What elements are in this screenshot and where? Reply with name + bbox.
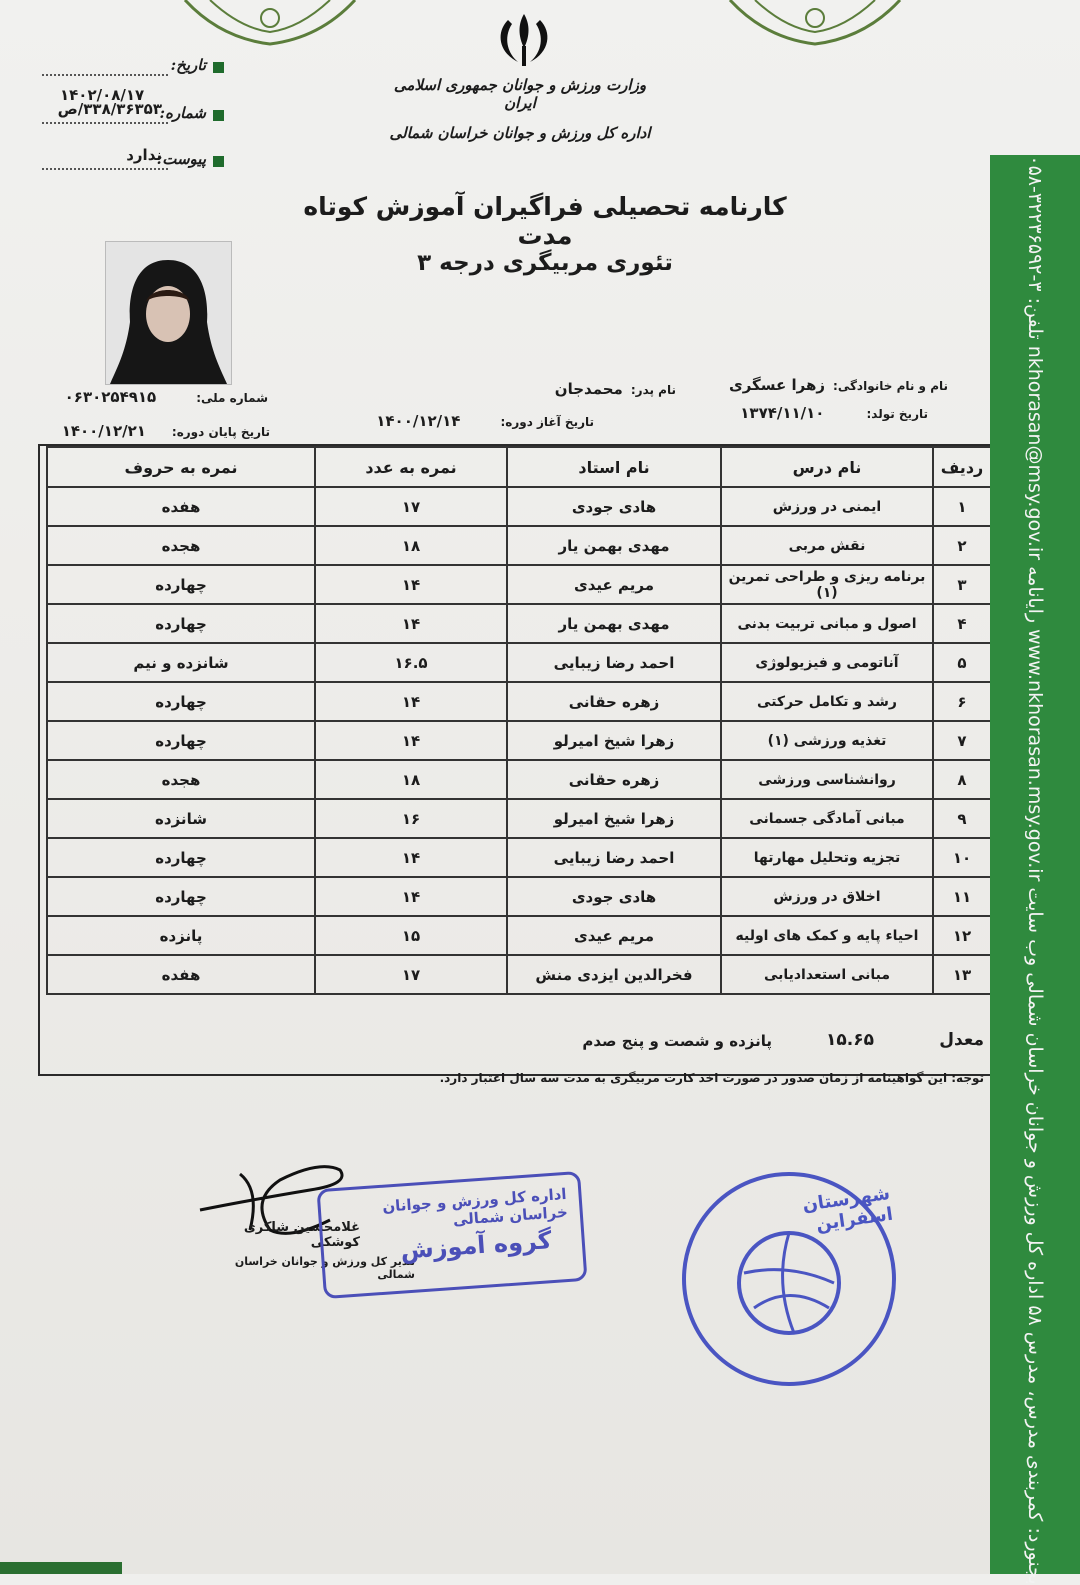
grade-number-cell: ۱۸ xyxy=(315,526,507,565)
grades-box xyxy=(38,444,996,1076)
teacher-cell: زهرا شیخ امیرلو xyxy=(507,721,721,760)
average-label: معدل xyxy=(939,1030,984,1050)
row-number-cell: ۸ xyxy=(933,760,991,799)
grades-table xyxy=(46,446,992,995)
table-body xyxy=(47,487,991,994)
grade-number-cell: ۱۴ xyxy=(315,877,507,916)
iran-emblem-icon xyxy=(492,10,556,70)
ornament-left xyxy=(180,0,360,52)
table-row xyxy=(47,565,991,604)
teacher-cell: هادی جودی xyxy=(507,487,721,526)
national-id-field xyxy=(65,388,268,406)
average-words: پانزده و شصت و پنج صدم xyxy=(582,1032,772,1050)
number-value: ۳۳۸/۳۶۳۵۳/ص xyxy=(57,100,162,118)
row-number-cell: ۱ xyxy=(933,487,991,526)
side-contact-text: بجنورد: کمربندی مدرس، مدرس ۵۸ اداره کل ورزش و جوانان خراسان شمالی وب سایت www.nkhorasan.msy.gov.ir رایانامه nkhorasan@msy.gov.ir تلفن: ۳-۳۲۲۳۶۵۹۲-۰۵۸ xyxy=(1024,155,1046,1585)
teacher-cell: احمد رضا زیبایی xyxy=(507,838,721,877)
row-number-cell: ۶ xyxy=(933,682,991,721)
ornament-right xyxy=(725,0,905,52)
birth-date-field xyxy=(740,404,928,422)
header-grade-number: نمره به عدد xyxy=(315,447,507,487)
course-cell: احیاء پایه و کمک های اولیه xyxy=(721,916,933,955)
grade-number-cell: ۱۴ xyxy=(315,838,507,877)
course-cell: اصول و مبانی تربیت بدنی xyxy=(721,604,933,643)
row-number-cell: ۱۱ xyxy=(933,877,991,916)
course-cell: روانشناسی ورزشی xyxy=(721,760,933,799)
table-row xyxy=(47,955,991,994)
grade-words-cell: شانزده xyxy=(47,799,315,838)
grade-number-cell: ۱۴ xyxy=(315,721,507,760)
course-cell: تغذیه ورزشی (۱) xyxy=(721,721,933,760)
student-name: زهرا عسگری xyxy=(728,376,826,394)
teacher-cell: زهره حقانی xyxy=(507,760,721,799)
grade-number-cell: ۱۶ xyxy=(315,799,507,838)
student-name-label: نام و نام خانوادگی: xyxy=(833,379,948,393)
bottom-strip xyxy=(0,1562,122,1574)
teacher-cell: مهدی بهمن یار xyxy=(507,604,721,643)
dotted-line xyxy=(42,122,168,124)
row-number-cell: ۷ xyxy=(933,721,991,760)
table-row xyxy=(47,838,991,877)
bullet-square-icon xyxy=(213,110,224,121)
table-row xyxy=(47,799,991,838)
attachment-value: ندارد xyxy=(126,146,162,164)
row-number-cell: ۳ xyxy=(933,565,991,604)
ministry-name: وزارت ورزش و جوانان جمهوری اسلامی ایران xyxy=(393,76,647,112)
teacher-cell: زهره حقانی xyxy=(507,682,721,721)
teacher-cell: فخرالدین ایزدی منش xyxy=(507,955,721,994)
course-cell: تجزیه وتحلیل مهارتها xyxy=(721,838,933,877)
department-stamp: اداره کل ورزش و جوانان خراسان شمالی گروه آموزش xyxy=(316,1171,587,1299)
birth-date: ۱۳۷۴/۱۱/۱۰ xyxy=(740,404,825,422)
page-subtitle: تئوری مربیگری درجه ۳ xyxy=(417,250,673,276)
volleyball-icon xyxy=(734,1228,844,1338)
course-cell: اخلاق در ورزش xyxy=(721,877,933,916)
average-value: ۱۵.۶۵ xyxy=(826,1030,874,1050)
date-value: ۱۴۰۲/۰۸/۱۷ xyxy=(60,86,145,104)
table-header-row xyxy=(47,447,991,487)
student-name-field xyxy=(729,376,948,394)
start-date-label: تاریخ آغاز دوره: xyxy=(500,415,594,429)
table-row xyxy=(47,760,991,799)
table-row xyxy=(47,487,991,526)
student-photo xyxy=(105,241,232,385)
grade-words-cell: چهارده xyxy=(47,604,315,643)
page-title: کارنامه تحصیلی فراگیران آموزش کوتاه مدت xyxy=(303,192,787,250)
teacher-cell: احمد رضا زیبایی xyxy=(507,643,721,682)
grade-number-cell: ۱۴ xyxy=(315,565,507,604)
start-date: ۱۴۰۰/۱۲/۱۴ xyxy=(376,412,461,430)
teacher-cell: مریم عیدی xyxy=(507,916,721,955)
grade-number-cell: ۱۶.۵ xyxy=(315,643,507,682)
header-course: نام درس xyxy=(721,447,933,487)
table-row xyxy=(47,643,991,682)
average-row xyxy=(46,1018,992,1064)
end-date-label: تاریخ پایان دوره: xyxy=(171,425,270,439)
course-cell: مبانی آمادگی جسمانی xyxy=(721,799,933,838)
grade-number-cell: ۱۸ xyxy=(315,760,507,799)
grade-words-cell: چهارده xyxy=(47,721,315,760)
city-seal: شهرستان اسفراین xyxy=(682,1172,896,1386)
bullet-square-icon xyxy=(213,62,224,73)
grade-words-cell: شانزده و نیم xyxy=(47,643,315,682)
teacher-cell: مهدی بهمن یار xyxy=(507,526,721,565)
father-name: محمدجان xyxy=(554,380,623,398)
grade-words-cell: هفده xyxy=(47,487,315,526)
teacher-cell: هادی جودی xyxy=(507,877,721,916)
row-number-cell: ۴ xyxy=(933,604,991,643)
course-cell: نقش مربی xyxy=(721,526,933,565)
signer-name: غلامحسین شاکری کوشکی xyxy=(243,1220,360,1250)
row-number-cell: ۲ xyxy=(933,526,991,565)
national-id: ۰۶۳۰۲۵۴۹۱۵ xyxy=(64,388,157,406)
course-cell: ایمنی در ورزش xyxy=(721,487,933,526)
date-field xyxy=(40,56,230,80)
grade-number-cell: ۱۷ xyxy=(315,487,507,526)
table-row xyxy=(47,682,991,721)
father-name-field xyxy=(555,380,676,398)
row-number-cell: ۱۳ xyxy=(933,955,991,994)
grade-words-cell: چهارده xyxy=(47,877,315,916)
grade-words-cell: چهارده xyxy=(47,838,315,877)
department-name: اداره کل ورزش و جوانان خراسان شمالی xyxy=(389,124,651,142)
header-row-number: ردیف xyxy=(933,447,991,487)
grade-words-cell: هجده xyxy=(47,760,315,799)
row-number-cell: ۱۲ xyxy=(933,916,991,955)
dotted-line xyxy=(42,168,168,170)
course-cell: مبانی استعدادیابی xyxy=(721,955,933,994)
end-date-field xyxy=(62,422,270,440)
grade-words-cell: هجده xyxy=(47,526,315,565)
course-cell: برنامه ریزی و طراحی تمرین (۱) xyxy=(721,565,933,604)
grade-words-cell: چهارده xyxy=(47,682,315,721)
course-cell: رشد و تکامل حرکتی xyxy=(721,682,933,721)
row-number-cell: ۱۰ xyxy=(933,838,991,877)
number-field xyxy=(40,100,230,128)
table-row xyxy=(47,877,991,916)
bullet-square-icon xyxy=(213,156,224,167)
grade-words-cell: پانزده xyxy=(47,916,315,955)
signer-title: مدیر کل ورزش و جوانان خراسان شمالی xyxy=(234,1255,415,1281)
father-name-label: نام پدر: xyxy=(630,383,676,397)
table-row xyxy=(47,916,991,955)
dotted-line xyxy=(42,74,168,76)
birth-date-label: تاریخ تولد: xyxy=(866,407,928,421)
number-label: شماره: xyxy=(159,104,206,122)
grade-words-cell: هفده xyxy=(47,955,315,994)
validity-note: توجه: این گواهینامه از زمان صدور در صورت اخذ کارت مربیگری به مدت سه سال اعتبار دارد. xyxy=(439,1071,984,1085)
row-number-cell: ۹ xyxy=(933,799,991,838)
attachment-field xyxy=(40,146,230,174)
header-grade-words: نمره به حروف xyxy=(47,447,315,487)
date-label: تاریخ: xyxy=(170,56,206,74)
header-teacher: نام استاد xyxy=(507,447,721,487)
table-row xyxy=(47,721,991,760)
national-id-label: شماره ملی: xyxy=(196,391,268,405)
grade-number-cell: ۱۴ xyxy=(315,604,507,643)
table-row xyxy=(47,604,991,643)
start-date-field xyxy=(376,412,594,430)
grade-number-cell: ۱۵ xyxy=(315,916,507,955)
table-row xyxy=(47,526,991,565)
grade-number-cell: ۱۴ xyxy=(315,682,507,721)
teacher-cell: زهرا شیخ امیرلو xyxy=(507,799,721,838)
end-date: ۱۴۰۰/۱۲/۲۱ xyxy=(61,422,146,440)
attachment-label: پیوست: xyxy=(156,150,206,168)
row-number-cell: ۵ xyxy=(933,643,991,682)
teacher-cell: مریم عیدی xyxy=(507,565,721,604)
ministry-header xyxy=(380,76,660,142)
grade-words-cell: چهارده xyxy=(47,565,315,604)
grade-number-cell: ۱۷ xyxy=(315,955,507,994)
course-cell: آناتومی و فیزیولوژی xyxy=(721,643,933,682)
